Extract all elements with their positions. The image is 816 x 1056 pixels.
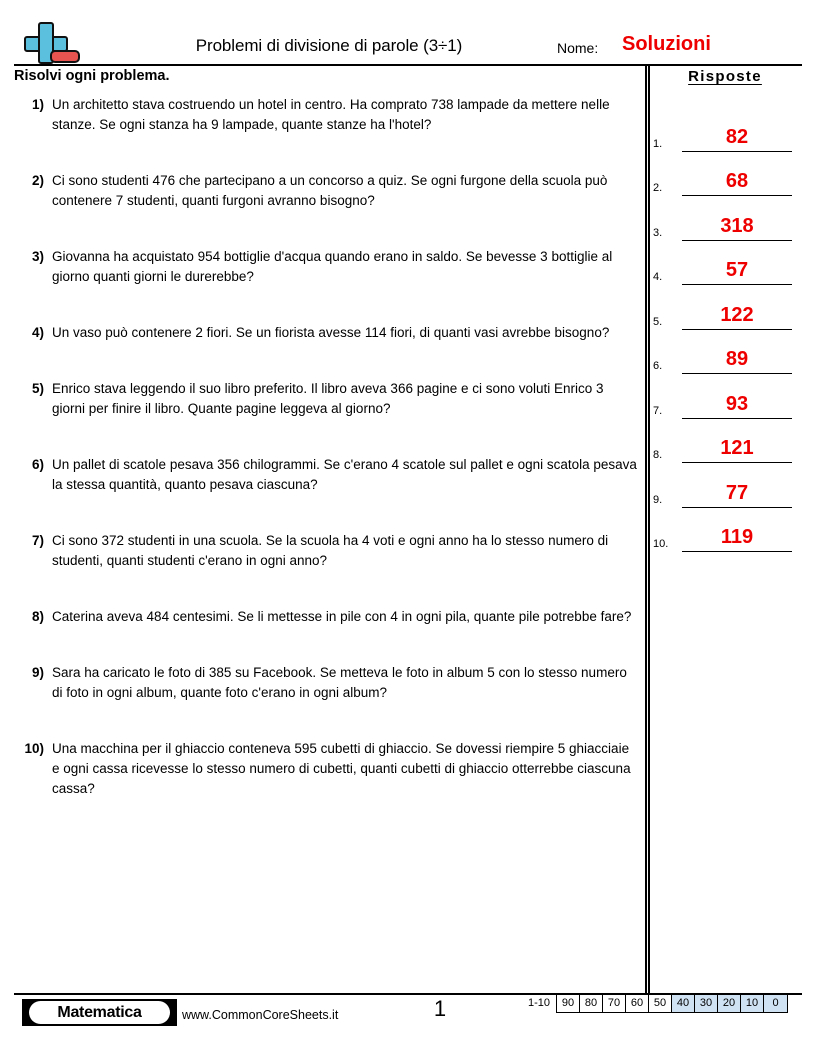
- answer-row: [653, 508, 803, 553]
- answer-blank-line[interactable]: [682, 551, 792, 552]
- score-cell[interactable]: 0: [764, 995, 787, 1012]
- plus-center-fill: [40, 38, 52, 50]
- problem-number: 10): [24, 741, 44, 756]
- answer-row: [653, 330, 803, 375]
- problem-number: 4): [31, 325, 44, 340]
- problem-item: [14, 607, 639, 627]
- instruction-text: Risolvi ogni problema.: [14, 68, 170, 84]
- problem-text: Un vaso può contenere 2 fiori. Se un fiorista avesse 114 fiori, di quanti vasi avrebbe bisogno?: [52, 325, 610, 340]
- answer-number: 7.: [653, 404, 663, 417]
- answer-value: 82: [725, 125, 749, 148]
- answer-number: 6.: [653, 360, 663, 372]
- score-cell[interactable]: 30: [695, 995, 718, 1012]
- problem-text: Enrico stava leggendo il suo libro preferito. Il libro aveva 366 pagine e ci sono voluti Enrico 3 giorni per finire il libro. Quante pagine leggeva al giorno?: [52, 381, 604, 416]
- problem-item: [14, 663, 639, 703]
- answer-row: [653, 374, 803, 419]
- answers-column-divider: [645, 64, 650, 995]
- answer-value: 119: [720, 526, 754, 548]
- answer-row: [653, 196, 803, 241]
- problem-item: [14, 531, 639, 571]
- minus-bar: [50, 50, 80, 63]
- problem-text: Caterina aveva 484 centesimi. Se li mettesse in pile con 4 in ogni pila, quante pile potrebbe fare?: [52, 609, 632, 624]
- problem-item: [14, 95, 639, 135]
- answer-number: 3.: [653, 226, 663, 239]
- name-value: Soluzioni: [622, 33, 711, 55]
- problem-item: [14, 171, 639, 211]
- answer-value: 89: [725, 348, 749, 370]
- answer-number: 2.: [653, 182, 663, 194]
- answer-number: 5.: [653, 315, 663, 328]
- worksheet-header: [14, 18, 802, 68]
- problem-text: Un pallet di scatole pesava 356 chilogrammi. Se c'erano 4 scatole sul pallet e ogni scatola pesava la stessa quantità, quanto pesava ciascuna?: [52, 457, 637, 492]
- answer-number: 10.: [653, 538, 669, 550]
- score-cells: [556, 994, 788, 1013]
- brand-pill: [29, 1001, 170, 1024]
- answer-row: [653, 107, 803, 152]
- score-cell[interactable]: 10: [741, 995, 764, 1012]
- problem-number: 7): [31, 533, 44, 548]
- score-cell[interactable]: 70: [603, 995, 626, 1012]
- answer-number: 4.: [653, 271, 663, 283]
- answers-heading: Risposte: [688, 68, 762, 85]
- score-cell[interactable]: 20: [718, 995, 741, 1012]
- score-scale: [528, 994, 788, 1013]
- problem-text: Ci sono 372 studenti in una scuola. Se la scuola ha 4 voti e ogni anno ha lo stesso numero di studenti, quanti studenti c'erano in ogni anno?: [52, 533, 609, 568]
- problem-item: [14, 247, 639, 287]
- score-cell[interactable]: 50: [649, 995, 672, 1012]
- problem-item: [14, 455, 639, 495]
- site-url: www.CommonCoreSheets.it: [182, 1008, 339, 1022]
- answer-number: 9.: [653, 493, 663, 506]
- plus-minus-icon: [14, 20, 80, 68]
- brand-label: Matematica: [57, 1003, 142, 1021]
- problem-text: Sara ha caricato le foto di 385 su Facebook. Se metteva le foto in album 5 con lo stesso numero di foto in ogni album, quante foto c'erano in ogni album?: [52, 665, 627, 700]
- name-label: Nome:: [557, 40, 599, 56]
- problem-number: 8): [31, 609, 44, 624]
- answer-value: 122: [720, 303, 754, 326]
- brand-badge: [22, 999, 177, 1026]
- answer-row: [653, 241, 803, 286]
- page-number: 1: [433, 996, 447, 1021]
- problem-number: 5): [31, 381, 44, 396]
- answer-row: [653, 152, 803, 197]
- answer-row: [653, 463, 803, 508]
- problem-item: [14, 323, 639, 343]
- answer-value: 318: [720, 214, 754, 237]
- problem-text: Una macchina per il ghiaccio conteneva 595 cubetti di ghiaccio. Se dovessi riempire 5 ghiacciaie e ogni cassa ricevesse lo stesso numero di cubetti, quanti cubetti di ghiaccio otterrebbe ciascuna cassa?: [52, 741, 631, 796]
- problem-text: Ci sono studenti 476 che partecipano a un concorso a quiz. Se ogni furgone della scuola può contenere 7 studenti, quanti furgoni avranno bisogno?: [52, 173, 608, 208]
- header-divider: [14, 64, 802, 66]
- answer-value: 57: [725, 259, 749, 281]
- answer-row: [653, 285, 803, 330]
- answer-number: 1.: [653, 137, 663, 150]
- problem-number: 1): [31, 97, 44, 112]
- answers-list: [653, 107, 803, 552]
- score-range-label: 1-10: [528, 997, 551, 1009]
- answer-value: 77: [725, 481, 749, 504]
- problem-number: 2): [31, 173, 44, 188]
- score-cell[interactable]: 40: [672, 995, 695, 1012]
- answer-value: 93: [725, 392, 749, 415]
- problem-list: [14, 95, 639, 835]
- problem-number: 6): [31, 457, 44, 472]
- problem-item: [14, 379, 639, 419]
- problem-text: Giovanna ha acquistato 954 bottiglie d'acqua quando erano in saldo. Se bevesse 3 bottiglie al giorno quanti giorni le durerebbe?: [52, 249, 613, 284]
- problem-item: [14, 739, 639, 799]
- answer-value: 121: [720, 437, 754, 459]
- answer-number: 8.: [653, 449, 663, 461]
- page-title: Problemi di divisione di parole (3÷1): [195, 36, 463, 55]
- score-cell[interactable]: 80: [580, 995, 603, 1012]
- problem-number: 3): [31, 249, 44, 264]
- score-cell[interactable]: 60: [626, 995, 649, 1012]
- problem-number: 9): [31, 665, 44, 680]
- problem-text: Un architetto stava costruendo un hotel in centro. Ha comprato 738 lampade da mettere nelle stanze. Se ogni stanza ha 9 lampade, quante stanze ha l'hotel?: [52, 97, 610, 132]
- answer-row: [653, 419, 803, 464]
- answer-value: 68: [725, 170, 749, 192]
- score-cell[interactable]: 90: [557, 995, 580, 1012]
